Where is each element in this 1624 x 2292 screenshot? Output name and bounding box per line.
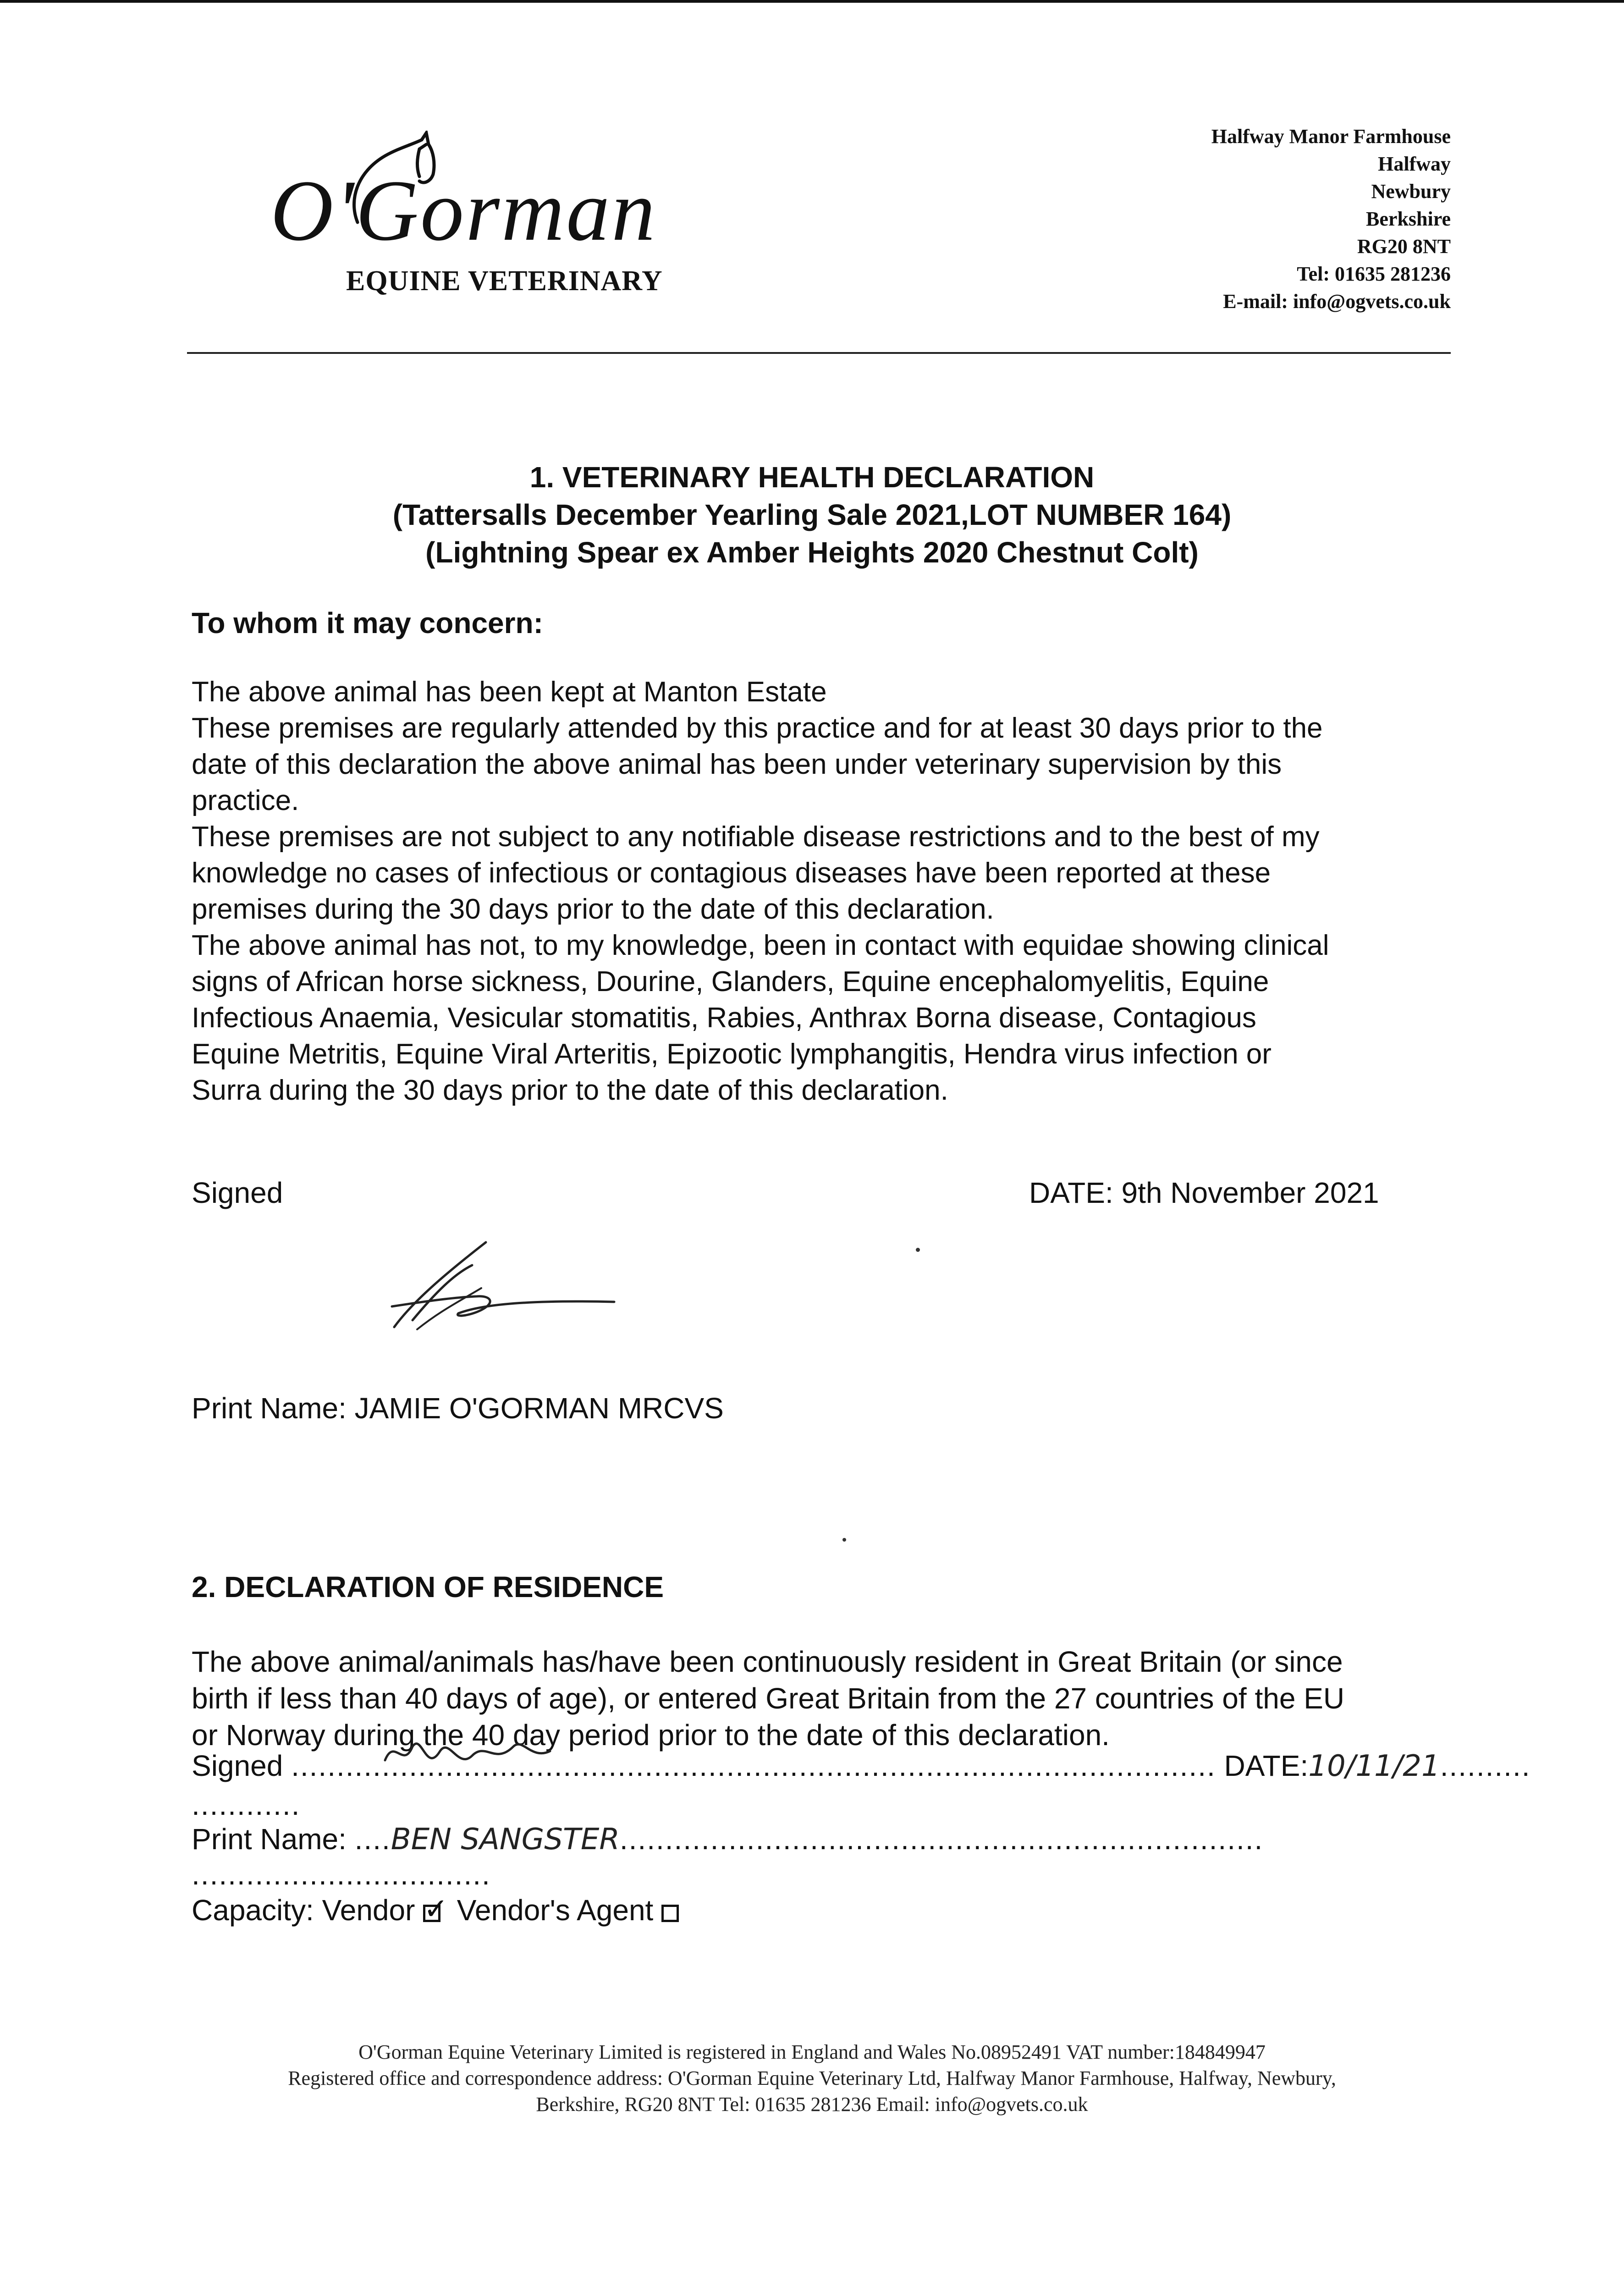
- body-line: These premises are not subject to any notifiable disease restrictions and to the best of my: [192, 821, 1320, 853]
- vet-print-name: Print Name: JAMIE O'GORMAN MRCVS: [192, 1392, 724, 1425]
- signature-dotted-line: ......................................................................................................: [291, 1749, 1216, 1782]
- health-declaration-body: [192, 674, 1457, 1108]
- handwritten-print-name: BEN SANGSTER: [391, 1823, 620, 1857]
- check-mark-icon: ✓: [424, 1892, 448, 1925]
- declaration-title: [0, 458, 1624, 571]
- address-phone: Tel: 01635 281236: [1297, 263, 1451, 285]
- address-line: RG20 8NT: [1357, 235, 1451, 258]
- address-line: Halfway Manor Farmhouse: [1211, 125, 1451, 148]
- scan-speck: [916, 1248, 920, 1252]
- company-footer: [0, 2039, 1624, 2117]
- scan-speck: [842, 1538, 846, 1542]
- capacity-vendor-label: Capacity: Vendor: [192, 1894, 415, 1927]
- title-line: (Lightning Spear ex Amber Heights 2020 Chestnut Colt): [425, 536, 1199, 569]
- footer-line: O'Gorman Equine Veterinary Limited is registered in England and Wales No.08952491 VAT number:184849947: [358, 2041, 1266, 2063]
- body-line: Surra during the 30 days prior to the date of this declaration.: [192, 1074, 948, 1106]
- title-line: 1. VETERINARY HEALTH DECLARATION: [529, 461, 1095, 494]
- practice-address: [1211, 123, 1451, 315]
- residence-title: 2. DECLARATION OF RESIDENCE: [192, 1570, 664, 1603]
- print-name-label: Print Name:: [192, 1823, 347, 1856]
- signed-label: Signed: [192, 1176, 283, 1209]
- address-line: Halfway: [1378, 153, 1451, 175]
- declaration-date: DATE: 9th November 2021: [1029, 1176, 1379, 1209]
- body-line: The above animal has been kept at Manton Estate: [192, 676, 827, 708]
- date-label: DATE:: [1224, 1749, 1309, 1782]
- scan-top-edge: [0, 0, 1624, 3]
- signed-label: Signed: [192, 1749, 283, 1782]
- title-line: (Tattersalls December Yearling Sale 2021,LOT NUMBER 164): [392, 498, 1232, 531]
- body-line: The above animal has not, to my knowledge, been in contact with equidae showing clinical: [192, 930, 1329, 961]
- body-line: These premises are regularly attended by this practice and for at least 30 days prior to the: [192, 712, 1323, 744]
- body-line: knowledge no cases of infectious or contagious diseases have been reported at these: [192, 857, 1271, 889]
- dotted-continuation: .................................: [192, 1858, 491, 1891]
- footer-line: Registered office and correspondence address: O'Gorman Equine Veterinary Ltd, Halfway Manor Farmhouse, Halfway, Newbury,: [288, 2067, 1336, 2089]
- footer-line: Berkshire, RG20 8NT Tel: 01635 281236 Email: info@ogvets.co.uk: [536, 2093, 1088, 2116]
- body-line: practice.: [192, 785, 299, 816]
- capacity-row: [192, 1893, 679, 1927]
- vendor-agent-checkbox[interactable]: [661, 1905, 679, 1922]
- body-line: signs of African horse sickness, Dourine, Glanders, Equine encephalomyelitis, Equine: [192, 966, 1269, 997]
- handwritten-date: 10/11/21: [1308, 1749, 1440, 1783]
- date-dotted-line: ..........: [1440, 1749, 1531, 1782]
- body-line: Equine Metritis, Equine Viral Arteritis, Epizootic lymphangitis, Hendra virus infection or: [192, 1038, 1272, 1070]
- address-email: E-mail: info@ogvets.co.uk: [1223, 290, 1451, 313]
- residence-print-row: [192, 1822, 1263, 1857]
- logo-wordmark: O'Gorman: [270, 163, 657, 259]
- header-divider: [187, 352, 1451, 354]
- body-line: birth if less than 40 days of age), or entered Great Britain from the 27 countries of the EU: [192, 1682, 1345, 1715]
- body-line: Infectious Anaemia, Vesicular stomatitis, Rabies, Anthrax Borna disease, Contagious: [192, 1002, 1256, 1034]
- logo-subtitle: EQUINE VETERINARY: [346, 265, 663, 297]
- dotted-continuation: ............: [192, 1788, 301, 1821]
- print-dotted-line: .......................................................................: [619, 1823, 1264, 1856]
- capacity-agent-label: Vendor's Agent: [457, 1894, 654, 1927]
- body-line: premises during the 30 days prior to the date of this declaration.: [192, 893, 994, 925]
- body-line: date of this declaration the above animal has been under veterinary supervision by this: [192, 749, 1282, 780]
- address-line: Berkshire: [1366, 208, 1451, 230]
- address-line: Newbury: [1371, 180, 1451, 203]
- print-dots-lead: ....: [354, 1823, 391, 1856]
- vendor-checkbox[interactable]: [423, 1892, 448, 1925]
- vet-signature: [385, 1233, 623, 1343]
- body-line: The above animal/animals has/have been continuously resident in Great Britain (or since: [192, 1645, 1343, 1678]
- body-line: or Norway during the 40 day period prior to the date of this declaration.: [192, 1719, 1110, 1752]
- vendor-signature: [380, 1728, 555, 1783]
- salutation: To whom it may concern:: [192, 606, 543, 639]
